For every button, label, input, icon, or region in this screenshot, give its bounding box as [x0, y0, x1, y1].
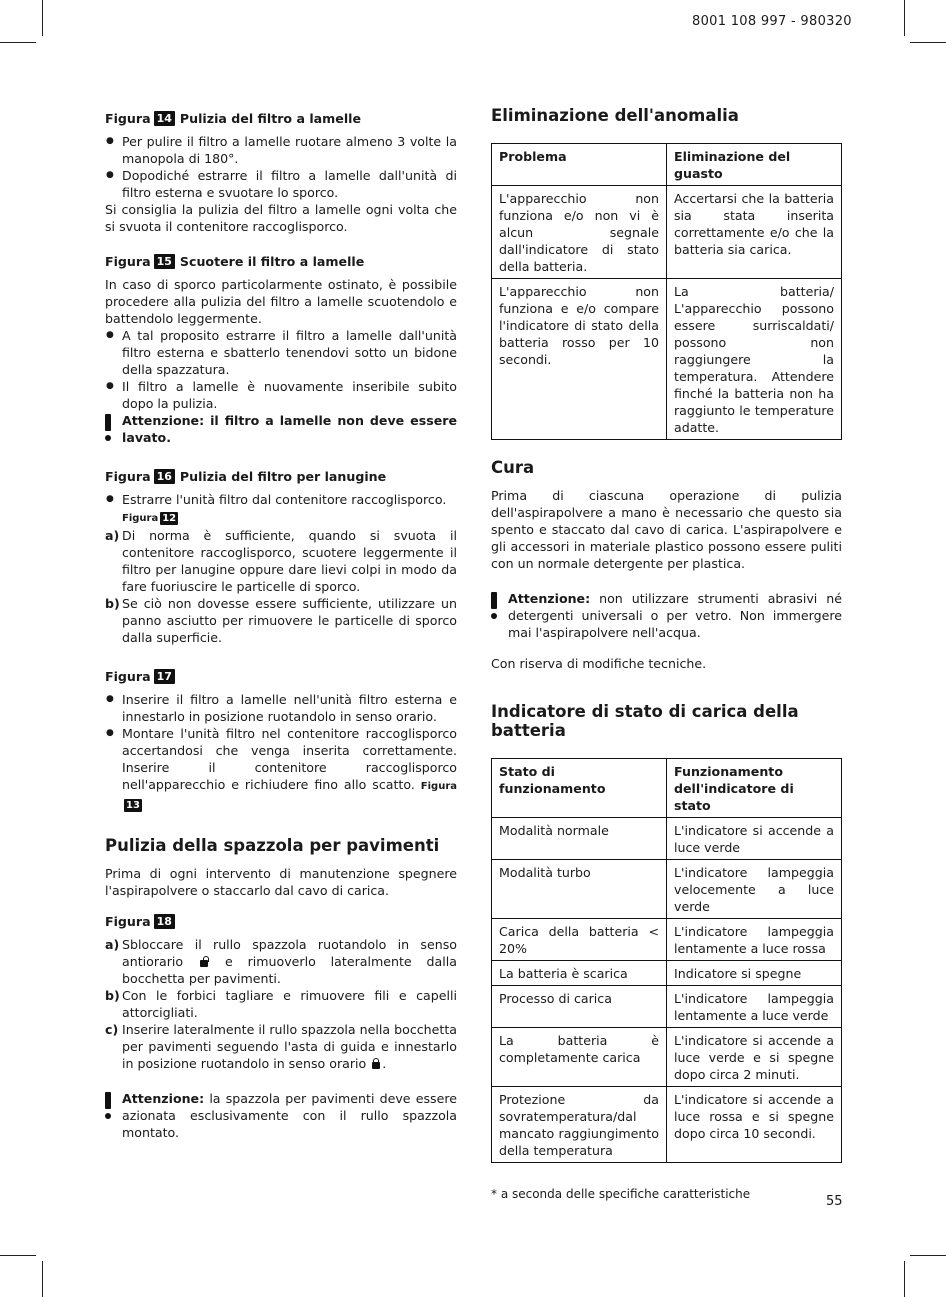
list-item: b) Se ciò non dovesse essere sufficiente, utilizzare un panno asciutto per rimuovere le particelle di sporco dalla superficie. [105, 596, 457, 645]
table-cell: Carica della batteria < 20% [492, 919, 667, 961]
table-header-cell: Eliminazione del guasto [667, 144, 842, 186]
list-item: a) Di norma è sufficiente, quando si svuota il contenitore raccoglisporco, scuotere leggermente il filtro per lanugine oppure dare lievi colpi in modo da fare fuoriuscire le particelle di sporco. [105, 528, 457, 594]
warning-icon [105, 414, 111, 444]
troubleshooting-table [491, 143, 842, 440]
list-item: ● Il filtro a lamelle è nuovamente inseribile subito dopo la pulizia. [105, 378, 457, 412]
paragraph: Si consiglia la pulizia del filtro a lamelle ogni volta che si svuota il contenitore raccoglisporco. [105, 202, 457, 234]
lock-icon [372, 1058, 380, 1069]
figure-17-heading: Figura 17 [105, 668, 457, 685]
paragraph: In caso di sporco particolarmente ostinato, è possibile procedere alla pulizia del filtro a lamelle scuotendolo e battendolo leggermente. [105, 277, 457, 326]
table-cell: Accertarsi che la batteria sia stata inserita correttamente e/o che la batteria sia carica. [667, 186, 842, 279]
table-row [492, 961, 842, 986]
figure-number-badge: 14 [154, 111, 175, 126]
crop-mark [0, 1255, 36, 1256]
figure-18-heading: Figura 18 [105, 913, 457, 930]
figure-14-heading: Figura 14 Pulizia del filtro a lamelle [105, 111, 361, 126]
table-row [492, 279, 842, 440]
table-cell: L'indicatore lampeggia lentamente a luce rossa [667, 919, 842, 961]
table-header-cell: Stato di funzionamento [492, 759, 667, 818]
table-cell: L'apparecchio non funziona e e/o compare l'indicatore di stato della batteria rosso per 10 secondi. [492, 279, 667, 440]
list-item: c) Inserire lateralmente il rullo spazzola nella bocchetta per pavimenti seguendo l'asta di guida e innestarlo in posizione ruotandolo in senso orario . [105, 1022, 457, 1071]
crop-mark [42, 1261, 43, 1297]
paragraph: Prima di ogni intervento di manutenzione spegnere l'aspirapolvere o staccarlo dal cavo di carica. [105, 866, 457, 898]
list-item: b) Con le forbici tagliare e rimuovere fili e capelli attorcigliati. [105, 988, 457, 1020]
figure-15-heading: Figura 15 Scuotere il filtro a lamelle [105, 254, 365, 269]
left-column [105, 110, 457, 1141]
crop-mark [910, 1255, 946, 1256]
table-cell: L'indicatore si accende a luce verde e si spegne dopo circa 2 minuti. [667, 1028, 842, 1087]
crop-mark [904, 0, 905, 36]
table-header-row [492, 144, 842, 186]
table-cell: L'indicatore si accende a luce rossa e si spegne dopo circa 10 secondi. [667, 1087, 842, 1163]
bullet-list [105, 491, 457, 527]
warning-icon [491, 592, 497, 622]
table-cell: L'indicatore lampeggia lentamente a luce verde [667, 986, 842, 1028]
table-cell: La batteria è scarica [492, 961, 667, 986]
list-item: ● Estrarre l'unità filtro dal contenitore raccoglisporco. Figura 12 [105, 491, 457, 527]
table-header-cell: Funzionamento dell'indicatore di stato [667, 759, 842, 818]
table-cell: Protezione da sovratemperatura/dal mancato raggiungimento della temperatura [492, 1087, 667, 1163]
table-cell: Modalità turbo [492, 860, 667, 919]
bullet-list [105, 327, 457, 412]
table-row [492, 1087, 842, 1163]
table-header-row [492, 759, 842, 818]
crop-mark [42, 0, 43, 36]
table-cell: Processo di carica [492, 986, 667, 1028]
figure-number-badge: 16 [154, 469, 175, 484]
table-cell: L'indicatore si accende a luce verde [667, 818, 842, 860]
list-item: ● Inserire il filtro a lamelle nell'unità filtro esterna e innestarlo in posizione ruotandolo in senso orario. [105, 691, 457, 725]
figure-reference: Figura13 [126, 781, 457, 811]
right-column [491, 106, 842, 1163]
lettered-list [105, 527, 457, 646]
warning-note: Attenzione: la spazzola per pavimenti deve essere azionata esclusivamente con il rullo spazzola montato. [105, 1090, 457, 1141]
list-item: ● Per pulire il filtro a lamelle ruotare almeno 3 volte la manopola di 180°. [105, 133, 457, 167]
table-row [492, 860, 842, 919]
paragraph: Prima di ciascuna operazione di pulizia dell'aspirapolvere a mano è necessario che questo sia spento e staccato dal cavo di carica. L'aspirapolvere e gli accessori in materiale plastico possono essere puliti con un normale detergente per plastica. [491, 488, 842, 571]
crop-mark [910, 42, 946, 43]
crop-mark [0, 42, 36, 43]
figure-number-badge: 12 [162, 513, 177, 524]
table-cell: Indicatore si spegne [667, 961, 842, 986]
table-row [492, 186, 842, 279]
figure-reference: Figura 12 [122, 513, 177, 524]
warning-icon [105, 1092, 111, 1122]
figure-number-badge: 13 [126, 800, 140, 811]
section-title: Pulizia della spazzola per pavimenti [105, 836, 440, 855]
table-row [492, 818, 842, 860]
crop-mark [904, 1261, 905, 1297]
bullet-list [105, 133, 457, 201]
table-cell: L'indicatore lampeggia velocemente a luce verde [667, 860, 842, 919]
lettered-list [105, 936, 457, 1072]
list-item: ● Montare l'unità filtro nel contenitore raccoglisporco accertandosi che venga inserita correttamente. Inserire il contenitore raccoglisporco nell'apparecchio e richiudere fino allo scatto. Figura13 [105, 725, 457, 814]
document-code: 8001 108 997 - 980320 [692, 14, 852, 29]
table-cell: L'apparecchio non funziona e/o non vi è alcun segnale dall'indicatore di stato della batteria. [492, 186, 667, 279]
unlock-icon [200, 956, 208, 967]
table-row [492, 919, 842, 961]
table-row [492, 1028, 842, 1087]
table-cell: Modalità normale [492, 818, 667, 860]
section-title: Indicatore di stato di carica della batteria [491, 702, 799, 740]
list-item: ● Dopodiché estrarre il filtro a lamelle dall'unità di filtro esterna e svuotare lo sporco. [105, 167, 457, 201]
figure-number-badge: 15 [154, 254, 175, 269]
figure-16-heading: Figura 16 Pulizia del filtro per lanugine [105, 469, 387, 484]
warning-note: Attenzione: il filtro a lamelle non deve essere lavato. [105, 412, 457, 446]
figure-number-badge: 17 [154, 669, 175, 684]
paragraph: Con riserva di modifiche tecniche. [491, 656, 707, 671]
table-row [492, 986, 842, 1028]
table-cell: La batteria è completamente carica [492, 1028, 667, 1087]
list-item: ● A tal proposito estrarre il filtro a lamelle dall'unità filtro esterna e sbatterlo tenendovi sotto un bidone della spazzatura. [105, 327, 457, 378]
page-number: 55 [826, 1194, 843, 1209]
list-item: a) Sbloccare il rullo spazzola ruotandolo in senso antiorario e rimuoverlo lateralmente dalla bocchetta per pavimenti. [105, 937, 457, 986]
footnote: * a seconda delle specifiche caratteristiche [491, 1187, 751, 1201]
bullet-list [105, 691, 457, 814]
table-header-cell: Problema [492, 144, 667, 186]
warning-note: Attenzione: non utilizzare strumenti abrasivi né detergenti universali o per vetro. Non immergere mai l'aspirapolvere nell'acqua. [491, 590, 842, 641]
table-cell: La batteria/ L'apparecchio possono essere surriscaldati/ possono non raggiungere la temperatura. Attendere finché la batteria non ha raggiunto le temperature adatte. [667, 279, 842, 440]
figure-number-badge: 18 [154, 914, 175, 929]
section-title: Cura [491, 458, 535, 477]
battery-status-table [491, 758, 842, 1163]
section-title: Eliminazione dell'anomalia [491, 106, 739, 125]
